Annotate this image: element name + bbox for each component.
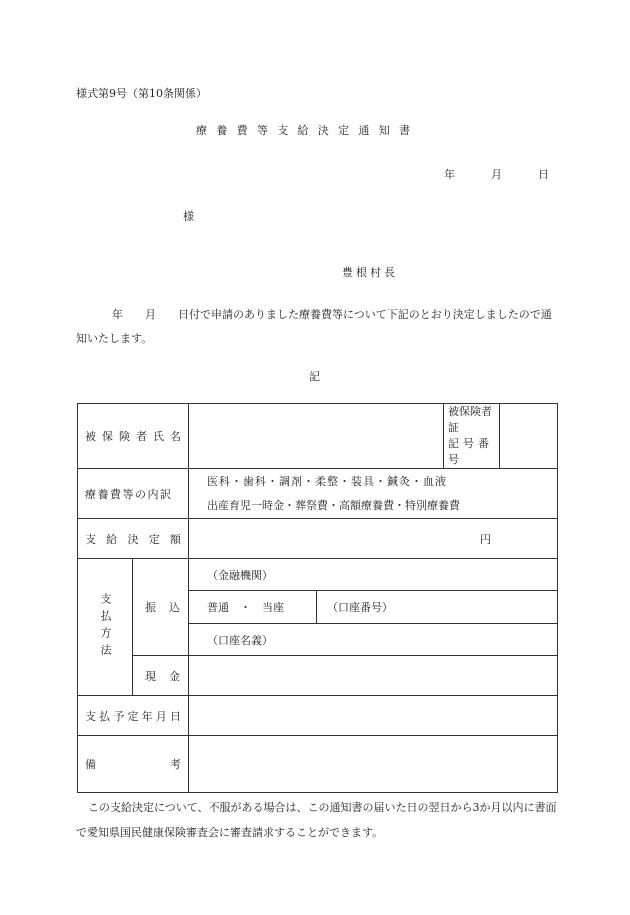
footer-body: この支給決定について、不服がある場合は、この通知書の届いた日の翌日から3か月以内に書面で愛知県国民健康保険審査会に審査請求することができます。: [76, 801, 557, 839]
method-label-text: 支払方法: [99, 593, 112, 661]
ki-heading: 記: [309, 370, 320, 383]
scheduled-date-label-cell: [78, 696, 189, 736]
cert-value-cell[interactable]: [500, 404, 558, 469]
date-line: [444, 166, 549, 182]
transfer-label-cell: [133, 559, 189, 656]
scheduled-date-value-cell[interactable]: [189, 696, 558, 736]
account-type: 普通 ・ 当座: [207, 601, 284, 614]
cert-label-2: 記号番号: [448, 437, 493, 466]
addressee: 様: [183, 210, 194, 223]
form-number: 様式第9号（第10条関係）: [76, 87, 207, 100]
account-type-cell[interactable]: [189, 591, 317, 624]
amount-label: 支 給 決 定 額: [85, 532, 181, 546]
body-month: 月: [145, 308, 156, 321]
account-name-cell[interactable]: [189, 624, 558, 656]
method-label-cell: [78, 559, 133, 696]
breakdown-label: 療養費等の内訳: [85, 487, 173, 501]
body-main-text: 日付で申請のありました療養費等について下記のとおり決定しましたので通知いたします。: [76, 308, 552, 345]
date-day: 日: [538, 168, 549, 181]
name-value-cell[interactable]: [189, 404, 444, 469]
breakdown-line-1: 医科・歯科・調剤・柔整・装具・鍼灸・血液: [207, 474, 447, 488]
cash-label: 現 金: [145, 669, 180, 683]
cash-value-cell[interactable]: [189, 656, 558, 696]
name-label-cell: [78, 404, 189, 469]
account-number-label: （口座番号）: [327, 601, 393, 614]
remarks-label: 備 考: [85, 758, 181, 771]
cert-label-1: 被保険者証: [448, 405, 492, 434]
transfer-label: 振 込: [145, 601, 180, 614]
cert-label-cell: [444, 404, 500, 469]
account-number-cell[interactable]: [317, 591, 558, 624]
decision-table: [77, 403, 558, 793]
bank-cell[interactable]: [189, 559, 558, 591]
method-label: [78, 593, 132, 661]
body-year: 年: [112, 308, 123, 321]
page-title: 療養費等支給決定通知書: [196, 124, 420, 137]
breakdown-value-cell: [189, 469, 558, 519]
remarks-label-cell: [78, 736, 189, 793]
breakdown-label-cell: [78, 469, 189, 519]
breakdown-line-2: 出産育児一時金・葬祭費・高額療養費・特別療養費: [207, 498, 460, 512]
name-label: 被 保 険 者 氏 名: [85, 430, 181, 443]
bank-label: （金融機関）: [207, 568, 273, 582]
remarks-value-cell[interactable]: [189, 736, 558, 793]
scheduled-date-label: 支 払 予 定 年 月 日: [85, 709, 181, 723]
issuer: 豊根村長: [342, 266, 398, 279]
amount-label-cell: [78, 519, 189, 559]
body-text: [76, 303, 556, 351]
date-month: 月: [491, 168, 502, 181]
amount-value-cell[interactable]: [189, 519, 558, 559]
date-year: 年: [444, 168, 455, 181]
cash-label-cell: [133, 656, 189, 696]
account-name-label: （口座名義）: [207, 633, 273, 647]
yen-unit: 円: [480, 532, 491, 546]
footer-text: [76, 795, 558, 845]
